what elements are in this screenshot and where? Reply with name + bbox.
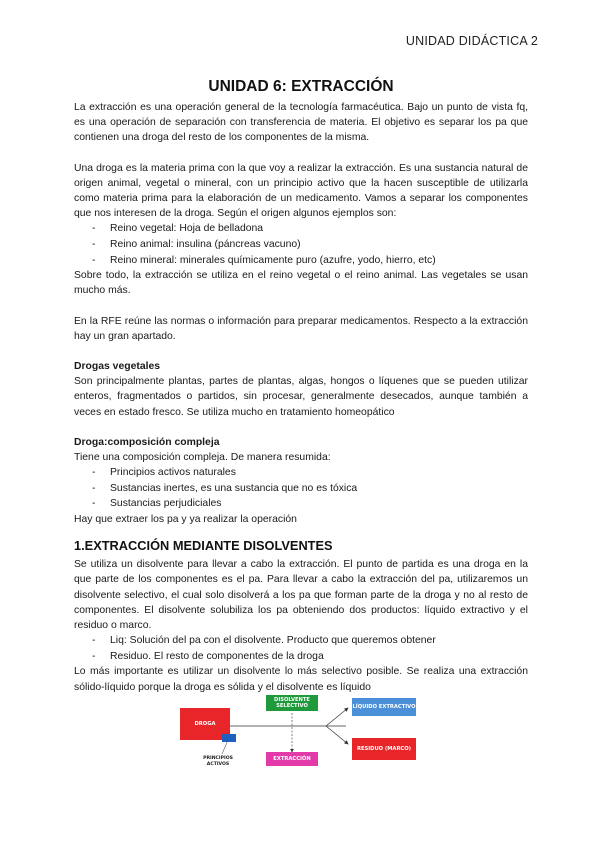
extraccion-label: EXTRACCIÓN	[273, 756, 311, 762]
section-1-paragraph: Se utiliza un disolvente para llevar a cabo la extracción. El punto de partida es una droga en la que parte de los componentes es el pa. Para llevar a cabo la extracción del pa, utilizaremos un disolvente selectivo, el cual solo disolverá a los pa que forman parte de la droga y no al resto de componentes. El disolvente solubiliza los pa obteniendo dos productos: líquido extractivo y el residuo o marco.	[74, 559, 528, 632]
section-1-closing: Lo más importante es utilizar un disolvente lo más selectivo posible. Se realiza una extracción sólido-líquido porque la droga es sólida y el disolvente es líquido	[74, 666, 528, 693]
origin-list	[74, 221, 528, 268]
rfe-paragraph: En la RFE reúne las normas o información para preparar medicamentos. Respecto a la extracción hay un gran apartado.	[74, 315, 528, 342]
principios-activos-marker	[222, 734, 236, 742]
arrow-to-residuo	[326, 726, 348, 744]
droga-label: DROGA	[194, 721, 216, 727]
section-1-heading: 1.EXTRACCIÓN MEDIANTE DISOLVENTES	[74, 538, 333, 554]
list-item: - Reino animal: insulina (páncreas vacuno)	[74, 237, 528, 253]
disolvente-selectivo-label: DISOLVENTE SELECTIVO	[274, 697, 310, 709]
list-item: - Principios activos naturales	[74, 465, 528, 481]
section-1-list	[74, 633, 528, 664]
sobre-todo-paragraph: Sobre todo, la extracción se utiliza en el reino vegetal o el reino animal. Las vegetales se usan mucho más.	[74, 270, 528, 297]
principios-activos-caption: PRINCIPIOS ACTIVOS	[203, 756, 233, 767]
list-item: - Residuo. El resto de componentes de la droga	[74, 649, 528, 665]
list-item: - Sustancias inertes, es una sustancia que no es tóxica	[74, 481, 528, 497]
composicion-list	[74, 465, 528, 512]
running-header: UNIDAD DIDÁCTICA 2	[405, 34, 538, 48]
drogas-vegetales-heading: Drogas vegetales	[74, 361, 161, 373]
composicion-closing: Hay que extraer los pa y ya realizar la operación	[74, 514, 297, 526]
document-title: UNIDAD 6: EXTRACCIÓN	[208, 78, 394, 95]
disolvente-selectivo-box	[266, 695, 318, 711]
composicion-heading: Droga:composición compleja	[74, 436, 220, 448]
liquido-extractivo-box	[352, 698, 416, 716]
residuo-box	[352, 738, 416, 760]
document-body	[74, 78, 528, 695]
intro-paragraph: La extracción es una operación general de la tecnología farmacéutica. Bajo un punto de vista fq, es una operación de separación con transferencia de materia. El objetivo es separar los pa que contienen una droga del resto de los componentes de la misma.	[74, 102, 528, 144]
liquido-extractivo-label: LÍQUIDO EXTRACTIVO	[352, 704, 416, 710]
extraction-diagram	[180, 694, 420, 784]
residuo-label: RESIDUO (MARCO)	[356, 746, 412, 752]
composicion-paragraph: Tiene una composición compleja. De manera resumida:	[74, 452, 331, 464]
droga-definition-paragraph: Una droga es la materia prima con la que voy a realizar la extracción. Es una sustancia natural de origen animal, vegetal o mineral, con un principio activo que la hacen susceptible de utilizarla como materia prima para la elaboración de un medicamento. Vamos a separar los componentes que nos interesen de la droga. Según el origen algunos ejemplos son:	[74, 162, 528, 220]
list-item: - Reino vegetal: Hoja de belladona	[74, 221, 528, 237]
principios-pointer	[222, 740, 228, 754]
list-item: - Reino mineral: minerales químicamente puro (azufre, yodo, hierro, etc)	[74, 253, 528, 269]
arrow-to-liquido	[326, 708, 348, 726]
list-item: - Liq: Solución del pa con el disolvente. Producto que queremos obtener	[74, 633, 528, 649]
list-item: - Sustancias perjudiciales	[74, 496, 528, 512]
extraccion-box	[266, 752, 318, 766]
drogas-vegetales-paragraph: Son principalmente plantas, partes de plantas, algas, hongos o líquenes que se pueden utilizar enteros, fragmentados o partidos, sin procesar, generalmente desecados, aunque también a veces en estado fresco. Se utiliza mucho en tratamiento homeopático	[74, 376, 528, 418]
